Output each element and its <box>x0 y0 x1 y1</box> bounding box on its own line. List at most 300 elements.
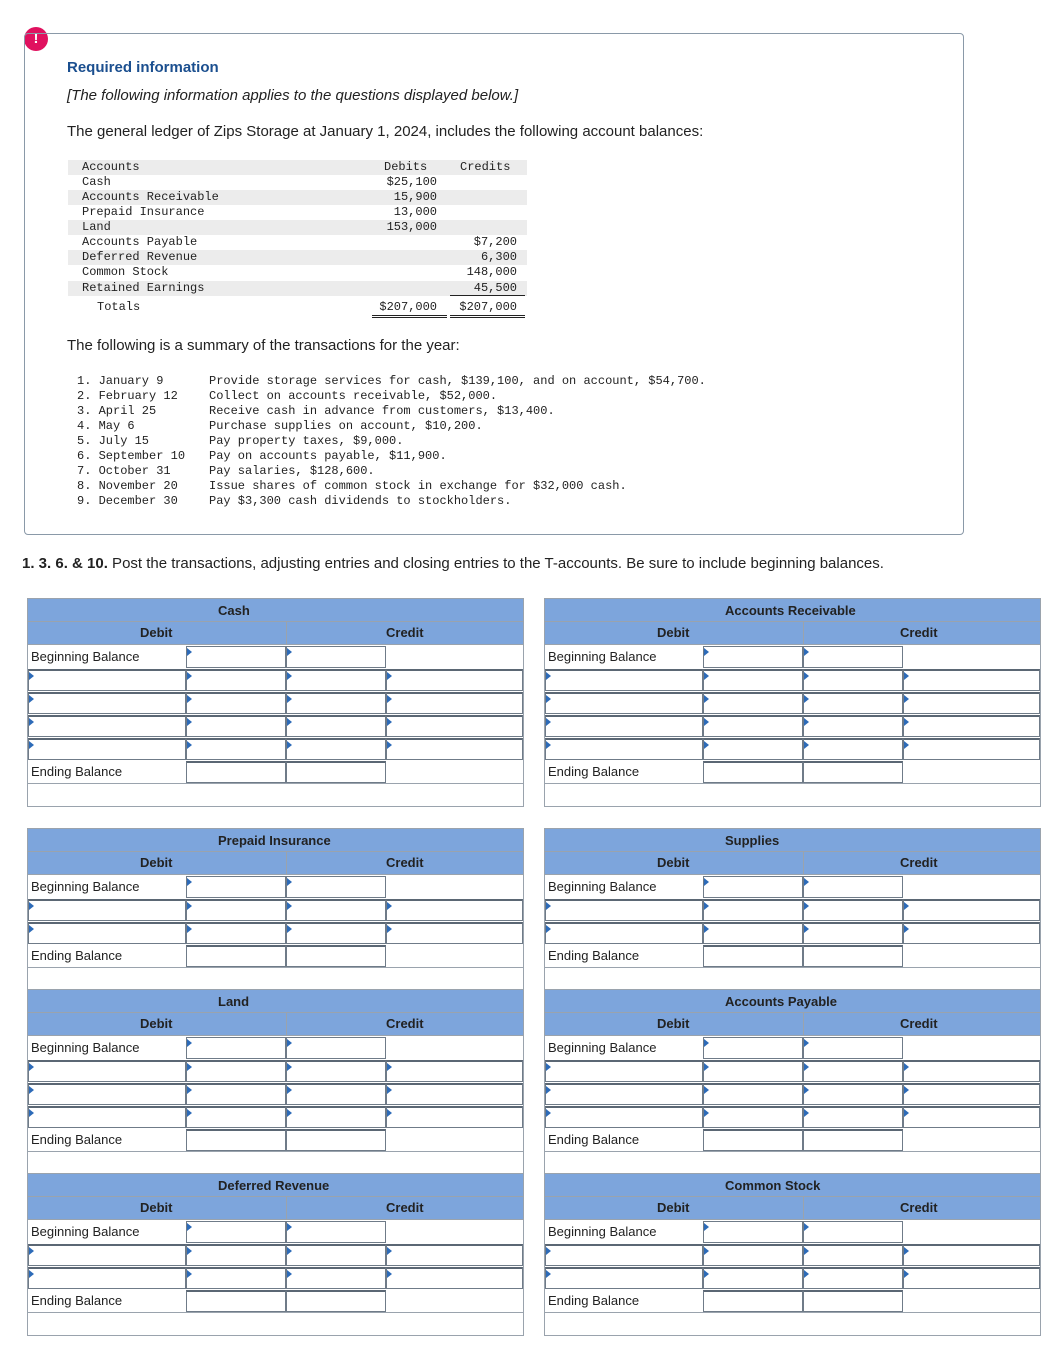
entry-row <box>28 1105 523 1128</box>
total-rule-debit-2 <box>372 317 447 318</box>
ending-balance-credit-input[interactable] <box>803 761 903 783</box>
entry-account-select-credit[interactable] <box>286 1244 386 1266</box>
ending-balance-row <box>545 1128 1040 1151</box>
entry-credit-input[interactable] <box>903 922 1040 944</box>
t-account-title <box>28 829 523 852</box>
entry-account-select[interactable] <box>545 899 703 921</box>
column-divider <box>286 1013 287 1035</box>
transaction-description: Provide storage services for cash, $139,100, and on account, $54,700. <box>209 374 706 388</box>
beginning-balance-credit-amount-input[interactable] <box>286 646 386 668</box>
entry-credit-input[interactable] <box>386 1083 523 1105</box>
entry-row <box>28 1059 523 1082</box>
entry-account-select-credit[interactable] <box>803 922 903 944</box>
ending-balance-debit-input[interactable] <box>186 761 286 783</box>
entry-account-select-credit[interactable] <box>803 1244 903 1266</box>
t-account-footer <box>28 1312 523 1335</box>
ending-balance-label: Ending Balance <box>31 1132 123 1147</box>
beginning-balance-debit-input[interactable] <box>703 876 803 898</box>
entry-account-select[interactable] <box>28 1267 186 1289</box>
t-account-accounts-receivable <box>544 598 1041 807</box>
entry-credit-input[interactable] <box>386 715 523 737</box>
entry-account-select-credit[interactable] <box>286 1267 386 1289</box>
credit-column-header: Credit <box>386 855 424 870</box>
entry-row <box>28 737 523 760</box>
entry-credit-input[interactable] <box>903 1267 1040 1289</box>
entry-credit-input[interactable] <box>386 1106 523 1128</box>
entry-account-select-credit[interactable] <box>803 1060 903 1082</box>
accounts-column-header: Accounts <box>82 160 140 174</box>
entry-account-select-credit[interactable] <box>803 1106 903 1128</box>
ending-balance-row <box>545 944 1040 967</box>
t-account-title-text: Deferred Revenue <box>218 1178 330 1193</box>
entry-account-select[interactable] <box>545 692 703 714</box>
ending-balance-row <box>545 1289 1040 1312</box>
entry-account-select[interactable] <box>545 1083 703 1105</box>
entry-account-select[interactable] <box>545 1106 703 1128</box>
ending-balance-row <box>28 944 523 967</box>
t-account-title <box>545 990 1040 1013</box>
t-account-footer <box>545 783 1040 806</box>
beginning-balance-debit-input[interactable] <box>186 876 286 898</box>
transaction-description: Collect on accounts receivable, $52,000. <box>209 389 498 403</box>
entry-row <box>545 714 1040 737</box>
balance-account: Land <box>82 220 111 234</box>
entry-account-select-credit[interactable] <box>286 669 386 691</box>
transaction-date: 9. December 30 <box>77 494 178 508</box>
t-account-title <box>28 599 523 622</box>
entry-debit-input[interactable] <box>186 1244 286 1266</box>
entry-debit-input[interactable] <box>186 692 286 714</box>
credit-column-header: Credit <box>386 1016 424 1031</box>
entry-credit-input[interactable] <box>386 1244 523 1266</box>
entry-account-select-credit[interactable] <box>803 692 903 714</box>
beginning-balance-label: Beginning Balance <box>548 1224 657 1239</box>
question-number: 1. 3. 6. & 10. <box>22 555 108 572</box>
debit-column-header: Debit <box>140 1200 173 1215</box>
balance-row <box>68 205 527 220</box>
t-account-column-headers <box>545 1013 1040 1036</box>
ending-balance-debit-input[interactable] <box>186 945 286 967</box>
beginning-balance-label: Beginning Balance <box>548 1040 657 1055</box>
entry-debit-input[interactable] <box>186 738 286 760</box>
entry-credit-input[interactable] <box>903 1060 1040 1082</box>
entry-account-select-credit[interactable] <box>286 1106 386 1128</box>
column-divider <box>286 852 287 874</box>
credits-column-header: Credits <box>460 160 511 174</box>
entry-credit-input[interactable] <box>903 669 1040 691</box>
total-rule-credit-2 <box>450 317 525 318</box>
transaction-date: 2. February 12 <box>77 389 178 403</box>
entry-credit-input[interactable] <box>903 692 1040 714</box>
t-account-title-text: Common Stock <box>725 1178 821 1193</box>
entry-account-select[interactable] <box>545 922 703 944</box>
required-information-title: Required information <box>67 59 219 76</box>
debit-column-header: Debit <box>140 855 173 870</box>
t-account-title-text: Accounts Payable <box>725 994 837 1009</box>
entry-debit-input[interactable] <box>186 669 286 691</box>
entry-row <box>545 1082 1040 1105</box>
t-account-supplies <box>544 828 1041 991</box>
entry-account-select-credit[interactable] <box>286 899 386 921</box>
t-account-column-headers <box>545 622 1040 645</box>
transaction-description: Pay on accounts payable, $11,900. <box>209 449 447 463</box>
entry-row <box>28 1243 523 1266</box>
ending-balance-row <box>545 760 1040 783</box>
ending-balance-debit-input[interactable] <box>703 945 803 967</box>
entry-credit-input[interactable] <box>386 922 523 944</box>
entry-account-select[interactable] <box>545 1060 703 1082</box>
entry-credit-input[interactable] <box>386 669 523 691</box>
ending-balance-debit-input[interactable] <box>703 1290 803 1312</box>
t-account-footer <box>545 967 1040 990</box>
entry-row <box>545 1266 1040 1289</box>
debit-column-header: Debit <box>140 1016 173 1031</box>
t-account-footer <box>545 1151 1040 1174</box>
entry-debit-input[interactable] <box>703 1060 803 1082</box>
beginning-balance-row <box>28 1036 523 1059</box>
entry-debit-input[interactable] <box>703 1244 803 1266</box>
beginning-balance-row <box>545 1220 1040 1243</box>
debit-column-header: Debit <box>657 625 690 640</box>
t-account-title-text: Land <box>218 994 250 1009</box>
total-credit: $207,000 <box>459 300 517 314</box>
t-account-title <box>28 990 523 1013</box>
entry-row <box>28 691 523 714</box>
entry-row <box>28 1266 523 1289</box>
entry-credit-input[interactable] <box>903 899 1040 921</box>
debit-column-header: Debit <box>657 1016 690 1031</box>
entry-row <box>545 1105 1040 1128</box>
t-account-column-headers <box>545 1197 1040 1220</box>
t-account-title-text: Accounts Receivable <box>725 603 856 618</box>
entry-debit-input[interactable] <box>703 692 803 714</box>
beginning-balance-credit-amount-input[interactable] <box>803 876 903 898</box>
entry-account-select[interactable] <box>545 1267 703 1289</box>
credit-column-header: Credit <box>900 1016 938 1031</box>
ending-balance-debit-input[interactable] <box>703 1129 803 1151</box>
beginning-balance-row <box>28 1220 523 1243</box>
total-rule-debit <box>372 315 447 316</box>
t-account-title-text: Prepaid Insurance <box>218 833 331 848</box>
entry-row <box>545 668 1040 691</box>
entry-row <box>545 898 1040 921</box>
entry-credit-input[interactable] <box>903 1244 1040 1266</box>
transaction-date: 4. May 6 <box>77 419 135 433</box>
entry-debit-input[interactable] <box>186 715 286 737</box>
t-account-accounts-payable <box>544 989 1041 1175</box>
balance-row <box>68 281 527 296</box>
balance-debit: 13,000 <box>393 205 437 219</box>
entry-row <box>545 691 1040 714</box>
entry-account-select-credit[interactable] <box>803 715 903 737</box>
entry-account-select[interactable] <box>545 738 703 760</box>
ending-balance-label: Ending Balance <box>31 764 123 779</box>
beginning-balance-label: Beginning Balance <box>31 879 140 894</box>
entry-account-select-credit[interactable] <box>803 1267 903 1289</box>
transaction-description: Pay $3,300 cash dividends to stockholders. <box>209 494 512 508</box>
transaction-date: 3. April 25 <box>77 404 157 418</box>
balance-row <box>68 190 527 205</box>
subtotal-rule <box>450 295 525 296</box>
entry-account-select[interactable] <box>28 922 186 944</box>
entry-debit-input[interactable] <box>186 899 286 921</box>
entry-account-select[interactable] <box>28 1083 186 1105</box>
t-account-title-text: Supplies <box>725 833 780 848</box>
entry-debit-input[interactable] <box>703 669 803 691</box>
entry-row <box>545 1059 1040 1082</box>
entry-debit-input[interactable] <box>703 899 803 921</box>
ending-balance-row <box>28 1128 523 1151</box>
transaction-description: Issue shares of common stock in exchange for $32,000 cash. <box>209 479 627 493</box>
transaction-date: 6. September 10 <box>77 449 186 463</box>
column-divider <box>803 1013 804 1035</box>
balances-header-row <box>68 160 527 175</box>
entry-account-select-credit[interactable] <box>286 715 386 737</box>
transaction-description: Pay salaries, $128,600. <box>209 464 375 478</box>
entry-row <box>28 714 523 737</box>
entry-account-select[interactable] <box>545 1244 703 1266</box>
entry-account-select[interactable] <box>28 899 186 921</box>
balance-debit: 15,900 <box>393 190 437 204</box>
t-account-column-headers <box>545 852 1040 875</box>
t-account-title-text: Cash <box>218 603 250 618</box>
ending-balance-debit-input[interactable] <box>186 1290 286 1312</box>
column-divider <box>286 1197 287 1219</box>
transaction-description: Pay property taxes, $9,000. <box>209 434 404 448</box>
t-account-column-headers <box>28 1197 523 1220</box>
entry-account-select-credit[interactable] <box>803 899 903 921</box>
totals-label: Totals <box>97 300 141 314</box>
entry-debit-input[interactable] <box>703 1083 803 1105</box>
summary-intro: The following is a summary of the transactions for the year: <box>67 337 460 354</box>
debit-column-header: Debit <box>657 855 690 870</box>
balance-account: Cash <box>82 175 111 189</box>
beginning-balance-label: Beginning Balance <box>31 1224 140 1239</box>
debit-column-header: Debit <box>657 1200 690 1215</box>
entry-account-select[interactable] <box>28 715 186 737</box>
transaction-date: 1. January 9 <box>77 374 164 388</box>
t-account-footer <box>28 1151 523 1174</box>
beginning-balance-credit-amount-input[interactable] <box>286 876 386 898</box>
column-divider <box>803 852 804 874</box>
entry-account-select[interactable] <box>545 669 703 691</box>
ending-balance-label: Ending Balance <box>31 948 123 963</box>
balance-row <box>68 220 527 235</box>
entry-account-select-credit[interactable] <box>286 692 386 714</box>
entry-account-select-credit[interactable] <box>286 1083 386 1105</box>
ending-balance-credit-input[interactable] <box>803 1290 903 1312</box>
credit-column-header: Credit <box>900 1200 938 1215</box>
transaction-date: 7. October 31 <box>77 464 171 478</box>
ending-balance-label: Ending Balance <box>548 1293 640 1308</box>
beginning-balance-credit-amount-input[interactable] <box>286 1221 386 1243</box>
t-account-title <box>545 599 1040 622</box>
entry-account-select-credit[interactable] <box>286 922 386 944</box>
transaction-date: 8. November 20 <box>77 479 178 493</box>
entry-debit-input[interactable] <box>186 1083 286 1105</box>
beginning-balance-debit-input[interactable] <box>703 646 803 668</box>
entry-account-select[interactable] <box>545 715 703 737</box>
t-account-title <box>545 829 1040 852</box>
balance-account: Accounts Receivable <box>82 190 219 204</box>
balance-credit: 148,000 <box>466 265 517 279</box>
beginning-balance-credit-amount-input[interactable] <box>286 1037 386 1059</box>
column-divider <box>803 622 804 644</box>
total-debit: $207,000 <box>379 300 437 314</box>
ending-balance-label: Ending Balance <box>548 948 640 963</box>
beginning-balance-credit-amount-input[interactable] <box>803 646 903 668</box>
balance-account: Prepaid Insurance <box>82 205 205 219</box>
required-information-subtitle: [The following information applies to the questions displayed below.] <box>67 87 519 104</box>
credit-column-header: Credit <box>900 855 938 870</box>
entry-account-select-credit[interactable] <box>803 738 903 760</box>
balance-row <box>68 265 527 280</box>
question-prompt <box>22 555 884 572</box>
entry-account-select-credit[interactable] <box>803 669 903 691</box>
beginning-balance-label: Beginning Balance <box>548 649 657 664</box>
entry-credit-input[interactable] <box>903 1106 1040 1128</box>
credit-column-header: Credit <box>900 625 938 640</box>
entry-debit-input[interactable] <box>703 738 803 760</box>
beginning-balance-row <box>545 645 1040 668</box>
balance-row <box>68 235 527 250</box>
ending-balance-debit-input[interactable] <box>186 1129 286 1151</box>
entry-credit-input[interactable] <box>903 738 1040 760</box>
beginning-balance-credit-amount-input[interactable] <box>803 1221 903 1243</box>
question-text: Post the transactions, adjusting entries and closing entries to the T-accounts. Be sure to include beginning balances. <box>107 555 884 572</box>
balance-account: Deferred Revenue <box>82 250 198 264</box>
debit-column-header: Debit <box>140 625 173 640</box>
t-account-footer <box>28 967 523 990</box>
transaction-description: Receive cash in advance from customers, $13,400. <box>209 404 555 418</box>
balance-account: Common Stock <box>82 265 169 279</box>
balance-row <box>68 175 527 190</box>
ending-balance-credit-input[interactable] <box>286 1129 386 1151</box>
t-account-deferred-revenue <box>27 1173 524 1336</box>
balance-credit: $7,200 <box>473 235 517 249</box>
ending-balance-label: Ending Balance <box>548 1132 640 1147</box>
beginning-balance-row <box>28 875 523 898</box>
entry-account-select-credit[interactable] <box>286 1060 386 1082</box>
entry-account-select[interactable] <box>28 1106 186 1128</box>
t-account-footer <box>545 1312 1040 1335</box>
entry-account-select[interactable] <box>28 692 186 714</box>
entry-row <box>545 1243 1040 1266</box>
entry-account-select[interactable] <box>28 738 186 760</box>
entry-credit-input[interactable] <box>903 715 1040 737</box>
beginning-balance-debit-input[interactable] <box>703 1037 803 1059</box>
balance-account: Retained Earnings <box>82 281 205 295</box>
t-account-column-headers <box>28 1013 523 1036</box>
entry-row <box>28 921 523 944</box>
entry-row <box>28 1082 523 1105</box>
balance-credit: 45,500 <box>473 281 517 295</box>
totals-row <box>68 300 527 315</box>
entry-debit-input[interactable] <box>703 922 803 944</box>
beginning-balance-row <box>28 645 523 668</box>
beginning-balance-debit-input[interactable] <box>703 1221 803 1243</box>
balance-debit: $25,100 <box>386 175 437 189</box>
ending-balance-label: Ending Balance <box>31 1293 123 1308</box>
total-rule-credit <box>450 315 525 316</box>
transaction-description: Purchase supplies on account, $10,200. <box>209 419 483 433</box>
beginning-balance-debit-input[interactable] <box>186 1221 286 1243</box>
entry-account-select[interactable] <box>28 1244 186 1266</box>
t-account-column-headers <box>28 852 523 875</box>
entry-debit-input[interactable] <box>186 922 286 944</box>
ending-balance-credit-input[interactable] <box>286 761 386 783</box>
balance-credit: 6,300 <box>480 250 517 264</box>
alert-icon: ! <box>24 27 48 51</box>
credit-column-header: Credit <box>386 1200 424 1215</box>
t-account-column-headers <box>28 622 523 645</box>
entry-debit-input[interactable] <box>186 1060 286 1082</box>
beginning-balance-row <box>545 1036 1040 1059</box>
beginning-balance-debit-input[interactable] <box>186 646 286 668</box>
ending-balance-label: Ending Balance <box>548 764 640 779</box>
entry-account-select[interactable] <box>28 669 186 691</box>
entry-credit-input[interactable] <box>386 692 523 714</box>
entry-debit-input[interactable] <box>186 1267 286 1289</box>
ending-balance-row <box>28 1289 523 1312</box>
balance-row <box>68 250 527 265</box>
transaction-date: 5. July 15 <box>77 434 150 448</box>
entry-debit-input[interactable] <box>703 715 803 737</box>
beginning-balance-row <box>545 875 1040 898</box>
entry-row <box>28 898 523 921</box>
entry-row <box>545 921 1040 944</box>
ending-balance-debit-input[interactable] <box>703 761 803 783</box>
column-divider <box>286 622 287 644</box>
balance-debit: 153,000 <box>386 220 437 234</box>
credit-column-header: Credit <box>386 625 424 640</box>
t-account-prepaid-insurance <box>27 828 524 991</box>
entry-credit-input[interactable] <box>386 1060 523 1082</box>
debits-column-header: Debits <box>384 160 428 174</box>
entry-account-select-credit[interactable] <box>286 738 386 760</box>
ending-balance-credit-input[interactable] <box>286 945 386 967</box>
entry-debit-input[interactable] <box>703 1267 803 1289</box>
beginning-balance-label: Beginning Balance <box>31 649 140 664</box>
t-account-footer <box>28 783 523 806</box>
entry-account-select-credit[interactable] <box>803 1083 903 1105</box>
beginning-balance-label: Beginning Balance <box>548 879 657 894</box>
beginning-balance-label: Beginning Balance <box>31 1040 140 1055</box>
balance-account: Accounts Payable <box>82 235 198 249</box>
t-account-title <box>545 1174 1040 1197</box>
t-account-cash <box>27 598 524 807</box>
ending-balance-credit-input[interactable] <box>286 1290 386 1312</box>
ending-balance-credit-input[interactable] <box>803 945 903 967</box>
entry-credit-input[interactable] <box>386 738 523 760</box>
ending-balance-credit-input[interactable] <box>803 1129 903 1151</box>
t-account-land <box>27 989 524 1175</box>
entry-debit-input[interactable] <box>703 1106 803 1128</box>
beginning-balance-credit-amount-input[interactable] <box>803 1037 903 1059</box>
entry-debit-input[interactable] <box>186 1106 286 1128</box>
entry-credit-input[interactable] <box>386 899 523 921</box>
ledger-intro: The general ledger of Zips Storage at January 1, 2024, includes the following account balances: <box>67 123 704 140</box>
t-account-common-stock <box>544 1173 1041 1336</box>
entry-credit-input[interactable] <box>386 1267 523 1289</box>
entry-row <box>28 668 523 691</box>
entry-credit-input[interactable] <box>903 1083 1040 1105</box>
column-divider <box>803 1197 804 1219</box>
beginning-balance-debit-input[interactable] <box>186 1037 286 1059</box>
t-account-title <box>28 1174 523 1197</box>
entry-account-select[interactable] <box>28 1060 186 1082</box>
ending-balance-row <box>28 760 523 783</box>
